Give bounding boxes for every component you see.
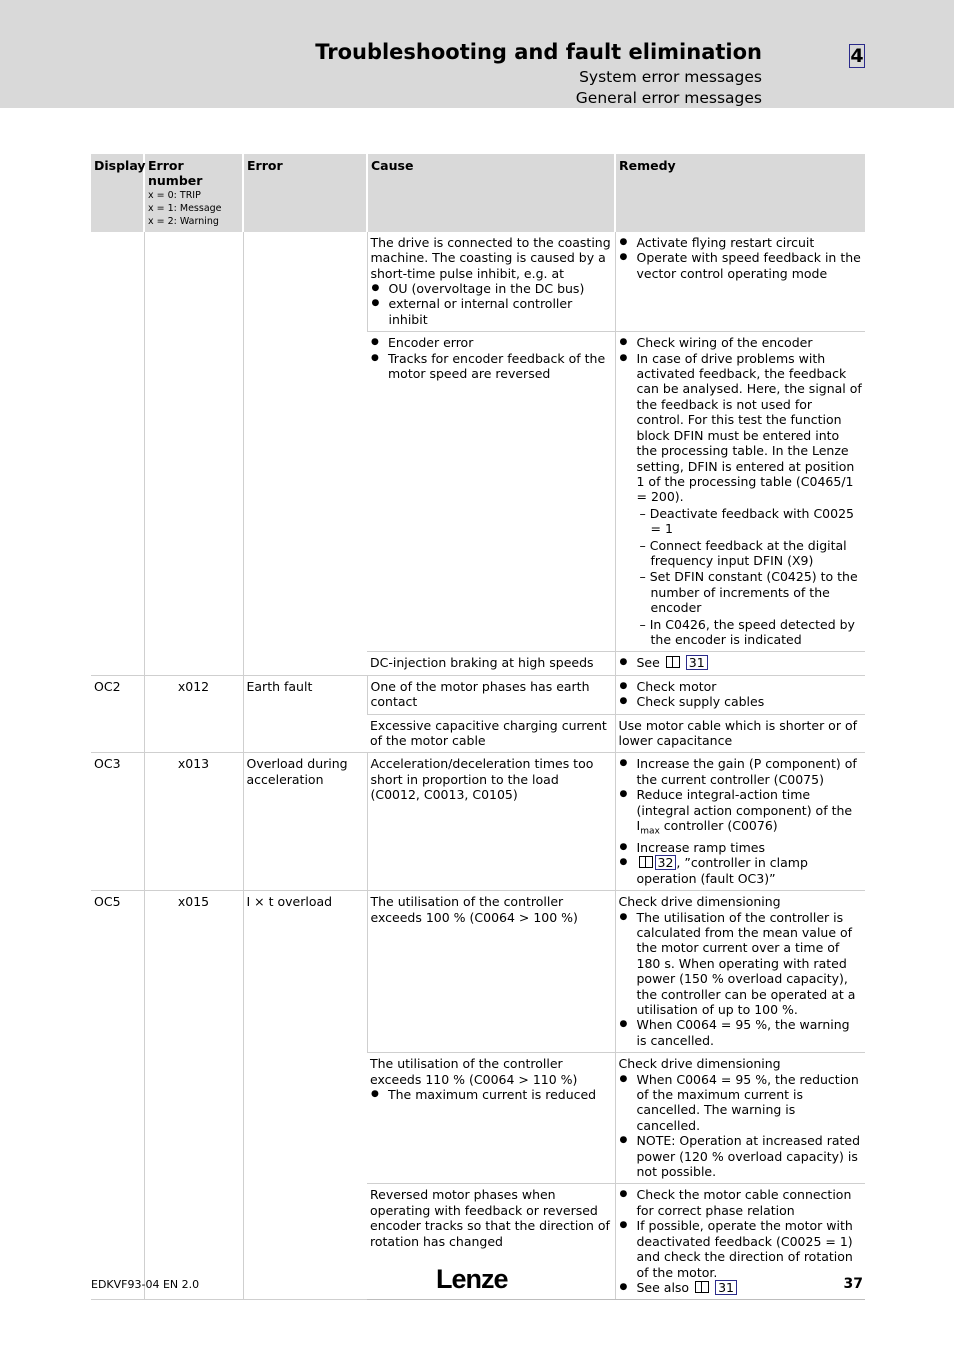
error-number-cell	[144, 232, 243, 675]
list-item	[619, 787, 863, 840]
cause-cell	[367, 232, 615, 332]
see-label: See	[636, 655, 660, 671]
list-item: ● OU (overvoltage in the DC bus)	[371, 281, 612, 296]
remedy-cell	[615, 1184, 865, 1300]
list-item: ● NOTE: Operation at increased rated power (120 % overload capacity) is not possible.	[619, 1133, 863, 1179]
error-cell: I × t overload	[243, 891, 367, 1300]
list-item	[619, 1280, 863, 1295]
cause-cell	[367, 1053, 615, 1184]
cause-cell: DC-injection braking at high speeds	[367, 652, 615, 675]
error-number-cell: x012	[144, 675, 243, 753]
list-item	[619, 351, 863, 648]
list-item	[619, 655, 863, 670]
header-display: Display	[91, 154, 144, 232]
remedy-cell	[615, 891, 865, 1053]
list-item: ● Tracks for encoder feedback of the motor speed are reversed	[370, 351, 612, 382]
lenze-logo: Lenze	[436, 1264, 508, 1294]
display-cell: OC3	[91, 753, 144, 891]
list-item: ● Check supply cables	[619, 694, 863, 709]
table-row	[91, 753, 865, 891]
header-error: Error	[243, 154, 367, 232]
remedy-cell	[615, 753, 865, 891]
dash-item: – Deactivate feedback with C0025 = 1	[639, 505, 854, 537]
book-icon	[666, 656, 680, 668]
list-item: ● Check wiring of the encoder	[619, 335, 863, 350]
list-item	[619, 855, 863, 886]
dash-item: – In C0426, the speed detected by the encoder is indicated	[639, 616, 855, 647]
header-error-number-label: Error number	[148, 158, 203, 189]
list-item: ● Increase the gain (P component) of the current controller (C0075)	[619, 756, 863, 787]
see-label: See also	[636, 1279, 690, 1295]
list-item: ● Check motor	[619, 679, 863, 694]
list-item: ● Activate flying restart circuit	[619, 235, 863, 250]
remedy-cell	[615, 652, 865, 675]
page-link[interactable]: 32	[655, 855, 677, 870]
subscript: max	[640, 826, 660, 837]
remedy-cell	[615, 675, 865, 714]
cause-cell: One of the motor phases has earth contact	[367, 675, 615, 714]
error-cell	[243, 232, 367, 675]
remedy-text: In case of drive problems with activated feedback, the feedback can be analysed. Here, the signal of the feedback is not used for control. For this test the function block DFIN must be entered into the processing table. In the Lenze setting, DFIN is entered at position 1 of the processing table (C0465/1 = 200).	[636, 350, 862, 505]
list-item: ● If possible, operate the motor with deactivated feedback (C0025 = 1) and check the direction of rotation of the motor.	[619, 1218, 863, 1280]
table-row	[91, 232, 865, 332]
cause-text: The drive is connected to the coasting machine. The coasting is caused by a short-time pulse inhibit, e.g. at	[370, 234, 611, 281]
display-cell	[91, 232, 144, 675]
page-number: 37	[843, 1276, 863, 1292]
book-icon	[639, 856, 653, 868]
page-link[interactable]: 31	[715, 1280, 737, 1295]
error-cell: Overload during acceleration	[243, 753, 367, 891]
header-remedy: Remedy	[615, 154, 865, 232]
remedy-cell	[615, 232, 865, 332]
header-trip-note: x = 0: TRIP	[148, 189, 201, 201]
display-cell: OC2	[91, 675, 144, 753]
page-title: Troubleshooting and fault elimination	[315, 40, 762, 64]
header-warning-note: x = 2: Warning	[148, 215, 219, 227]
list-item: ● external or internal controller inhibit	[371, 296, 612, 327]
list-item: ● Increase ramp times	[619, 840, 863, 855]
document-id: EDKVF93-04 EN 2.0	[91, 1278, 200, 1291]
header-cause: Cause	[367, 154, 615, 232]
chapter-number: 4	[850, 45, 864, 67]
cause-text: The utilisation of the controller exceeds 110 % (C0064 > 110 %)	[370, 1056, 578, 1087]
remedy-heading: Check drive dimensioning	[618, 894, 781, 910]
cause-cell: The utilisation of the controller exceeds 100 % (C0064 > 100 %)	[367, 891, 615, 1053]
list-item: ● The maximum current is reduced	[370, 1087, 612, 1102]
list-item: ● When C0064 = 95 %, the warning is cancelled.	[619, 1017, 863, 1048]
book-icon	[695, 1281, 709, 1293]
remedy-heading: Check drive dimensioning	[618, 1056, 781, 1072]
dash-item: – Connect feedback at the digital frequency input DFIN (X9)	[639, 537, 847, 568]
remedy-text: Reduce integral-action time (integral action component) of the I	[636, 787, 853, 834]
error-table	[91, 154, 865, 1300]
error-cell: Earth fault	[243, 675, 367, 753]
remedy-cell: Use motor cable which is shorter or of lower capacitance	[615, 714, 865, 753]
subsection-subtitle: General error messages	[575, 89, 762, 107]
section-subtitle: System error messages	[579, 68, 762, 86]
list-item: ● Operate with speed feedback in the vector control operating mode	[619, 250, 863, 281]
remedy-cell	[615, 332, 865, 652]
cause-cell: Reversed motor phases when operating with feedback or reversed encoder tracks so that the direction of rotation has changed	[367, 1184, 615, 1300]
cause-cell	[367, 332, 615, 652]
list-item: ● Check the motor cable connection for correct phase relation	[619, 1187, 863, 1218]
header-error-number	[144, 154, 243, 232]
cause-cell: Acceleration/deceleration times too short in proportion to the load (C0012, C0013, C0105)	[367, 753, 615, 891]
error-number-cell: x013	[144, 753, 243, 891]
list-item: ● The utilisation of the controller is calculated from the mean value of the motor current over a time of 180 s. When operating with rated power (150 % overload capacity), the controller can be operated at a utilisation of up to 100 %.	[619, 910, 863, 1018]
dash-item: – Set DFIN constant (C0425) to the number of increments of the encoder	[639, 569, 858, 616]
table-row	[91, 675, 865, 714]
page-link[interactable]: 31	[686, 655, 708, 670]
remedy-text: controller (C0076)	[659, 818, 778, 834]
list-item: ● Encoder error	[370, 335, 612, 350]
display-cell: OC5	[91, 891, 144, 1300]
header-message-note: x = 1: Message	[148, 202, 222, 214]
cause-cell: Excessive capacitive charging current of the motor cable	[367, 714, 615, 753]
list-item: ● When C0064 = 95 %, the reduction of the maximum current is cancelled. The warning is cancelled.	[619, 1072, 863, 1134]
table-header-row	[91, 154, 865, 232]
table-row	[91, 891, 865, 1053]
remedy-text: , ”controller in clamp operation (fault OC3)”	[636, 855, 808, 886]
remedy-cell	[615, 1053, 865, 1184]
error-number-cell: x015	[144, 891, 243, 1300]
